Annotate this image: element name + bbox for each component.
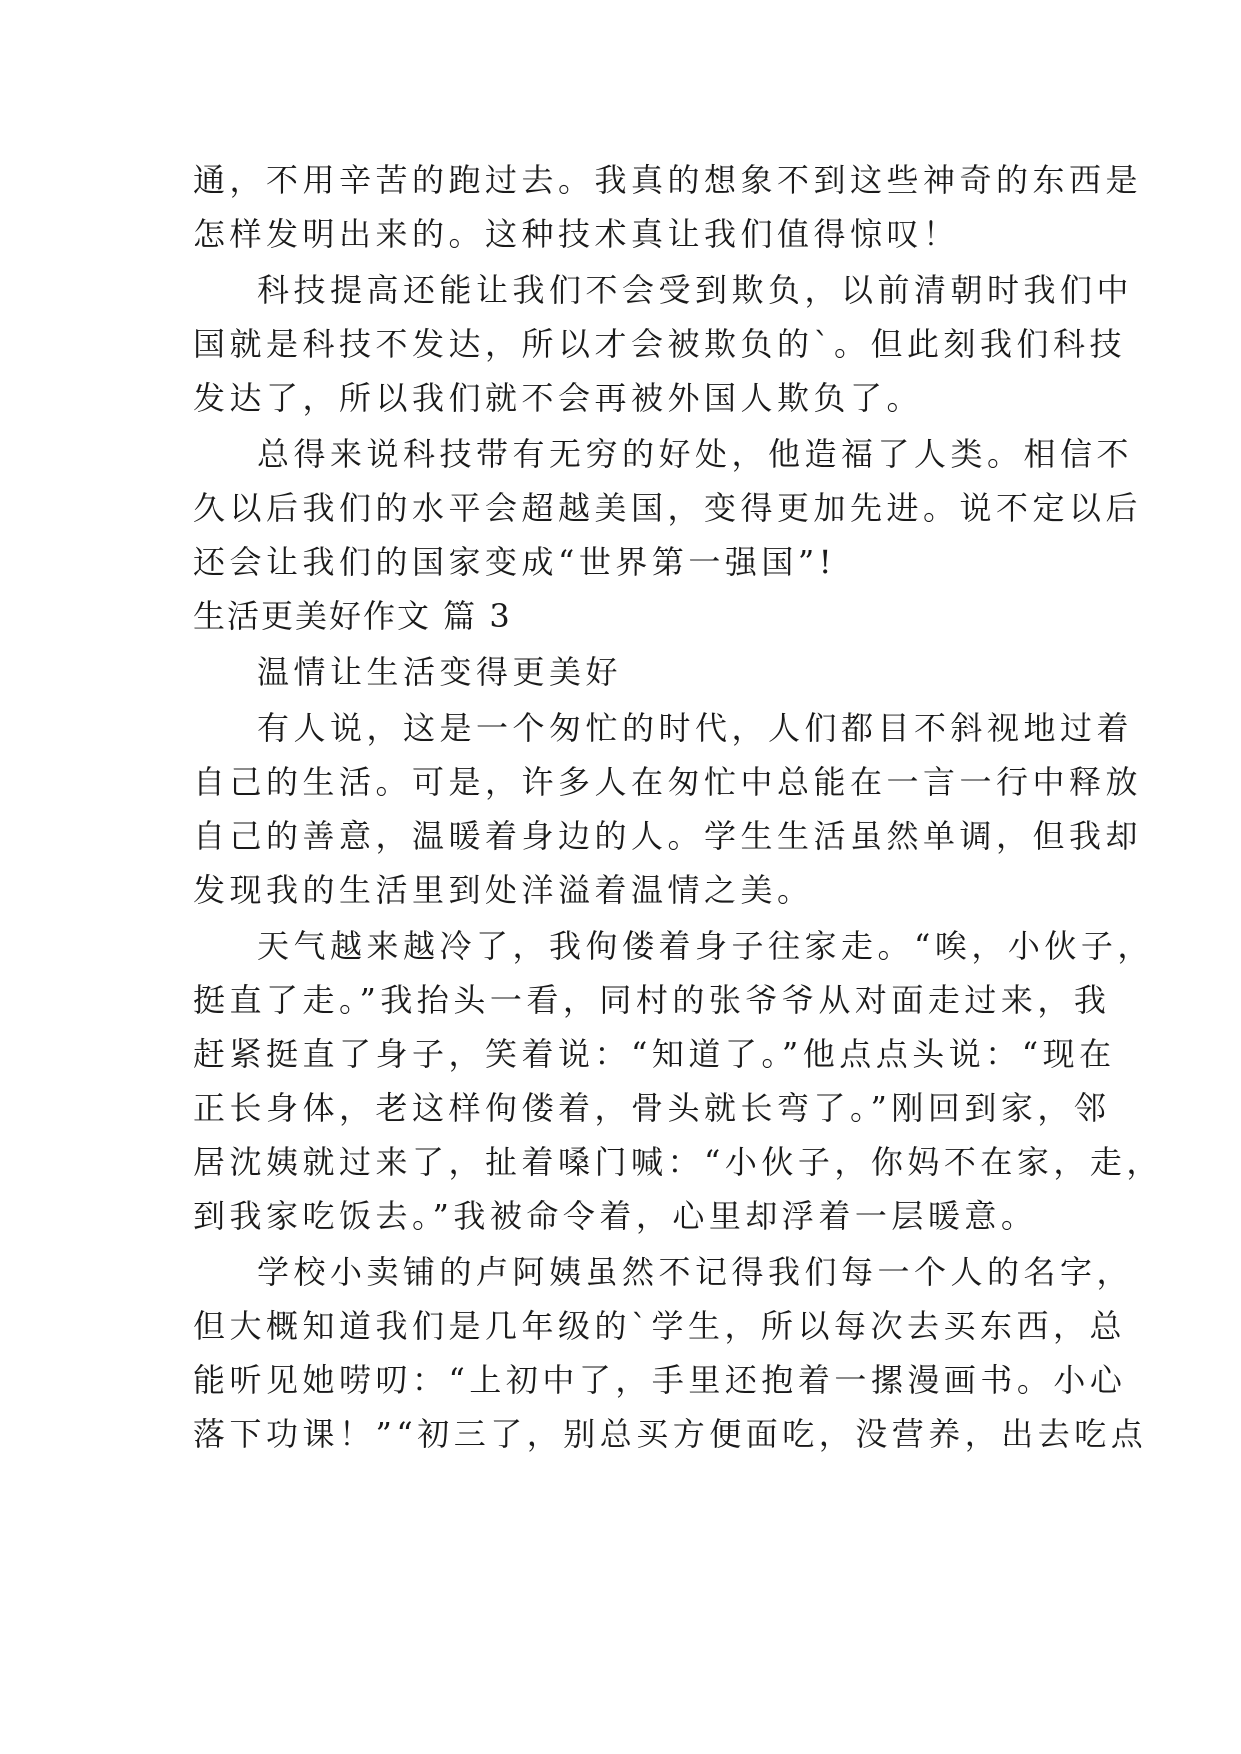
text-line: 居沈姨就过来了，扯着嗓门喊：“小伙子，你妈不在家，走，: [193, 1143, 1163, 1181]
text-line: 正长身体，老这样佝偻着，骨头就长弯了。”刚回到家，邻: [193, 1089, 1111, 1127]
text-line: 国就是科技不发达，所以才会被欺负的`。但此刻我们科技: [193, 325, 1127, 363]
text-line: 到我家吃饭去。”我被命令着，心里却浮着一层暖意。: [193, 1197, 1038, 1235]
text-line: 发现我的生活里到处洋溢着温情之美。: [193, 871, 814, 909]
paragraph-first-line: 科技提高还能让我们不会受到欺负，以前清朝时我们中: [257, 271, 1134, 309]
text-line: 怎样发明出来的。这种技术真让我们值得惊叹！: [193, 215, 960, 253]
essay-title: 温情让生活变得更美好: [257, 653, 623, 691]
text-line: 发达了，所以我们就不会再被外国人欺负了。: [193, 379, 924, 417]
text-line: 久以后我们的水平会超越美国，变得更加先进。说不定以后: [193, 489, 1143, 527]
text-line: 但大概知道我们是几年级的`学生，所以每次去买东西，总: [193, 1307, 1127, 1345]
text-line: 能听见她唠叨：“上初中了，手里还抱着一摞漫画书。小心: [193, 1361, 1127, 1399]
text-line: 通，不用辛苦的跑过去。我真的想象不到这些神奇的东西是: [193, 161, 1143, 199]
text-line: 自己的善意，温暖着身边的人。学生生活虽然单调，但我却: [193, 817, 1143, 855]
paragraph-first-line: 学校小卖铺的卢阿姨虽然不记得我们每一个人的名字，: [257, 1253, 1134, 1291]
section-heading: 生活更美好作文 篇 3: [193, 597, 512, 635]
text-line: 赶紧挺直了身子，笑着说：“知道了。”他点点头说：“现在: [193, 1035, 1116, 1073]
paragraph-first-line: 总得来说科技带有无穷的好处，他造福了人类。相信不: [257, 435, 1134, 473]
text-line: 挺直了走。”我抬头一看，同村的张爷爷从对面走过来，我: [193, 981, 1111, 1019]
text-line: 落下功课！”“初三了，别总买方便面吃，没营养，出去吃点: [193, 1415, 1148, 1453]
paragraph-first-line: 有人说，这是一个匆忙的时代，人们都目不斜视地过着: [257, 709, 1134, 747]
text-line: 还会让我们的国家变成“世界第一强国”!: [193, 543, 837, 581]
paragraph-first-line: 天气越来越冷了，我佝偻着身子往家走。“唉，小伙子，: [257, 927, 1154, 965]
text-line: 自己的生活。可是，许多人在匆忙中总能在一言一行中释放: [193, 763, 1143, 801]
